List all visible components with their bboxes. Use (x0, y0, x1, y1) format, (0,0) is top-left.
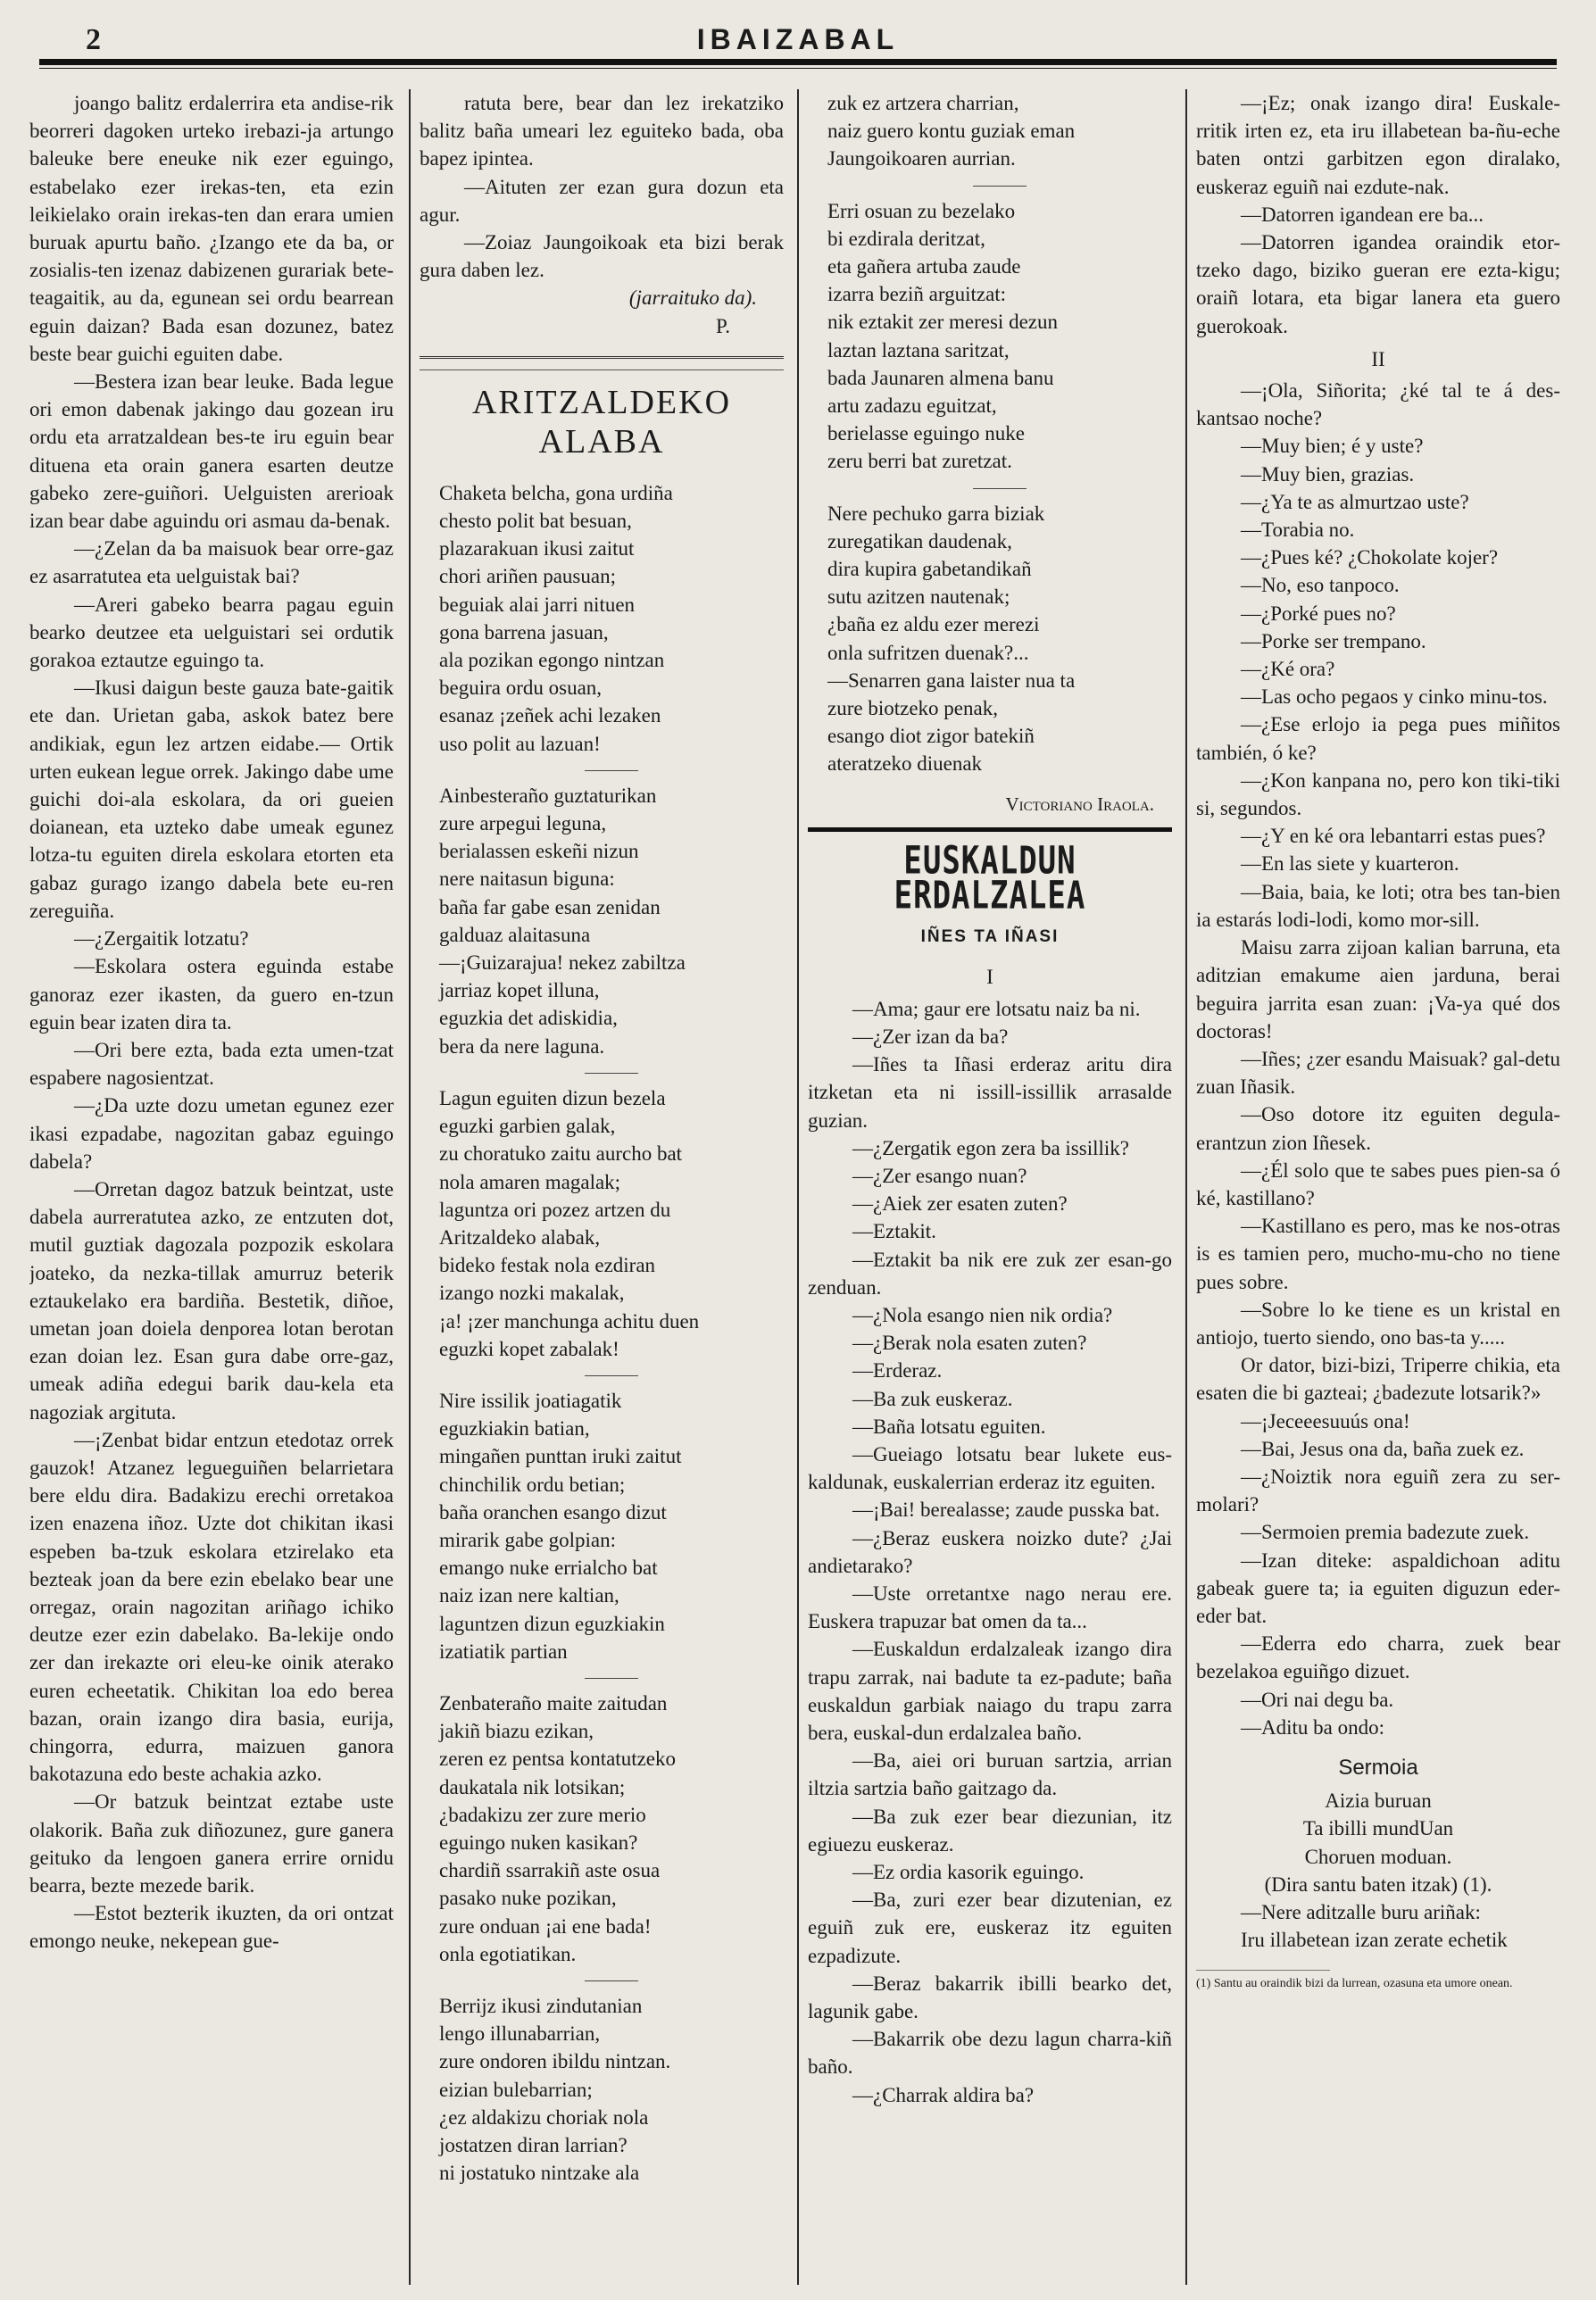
verse-line: Nere pechuko garra biziak (827, 502, 1045, 525)
stanza-separator (973, 488, 1027, 489)
verse-line: mirarik gabe golpian: (439, 1528, 616, 1551)
paragraph: —¿Noiztik nora eguiñ zera zu ser-molari? (1196, 1465, 1560, 1516)
paragraph: —Aituten zer ezan gura dozun eta agur. (420, 175, 784, 226)
verse-line: onla egotiatikan. (439, 1942, 577, 1965)
column-3 (808, 89, 1172, 2285)
paragraph: —Datorren igandean ere ba... (1241, 203, 1484, 226)
paragraph: —Muy bien; é y uste? (1241, 435, 1424, 458)
stanza (439, 1992, 784, 2187)
verse-line: Berrijz ikusi zindutanian (439, 1994, 643, 2017)
paragraph: ratuta bere, bear dan lez irekatziko balitz baña umeari lez eguiteko bada, oba bapez ipintea. (420, 92, 784, 170)
paragraph: —¿Zergaitik lotzatu? (74, 927, 249, 951)
paragraph: —¿Ya te as almurtzao uste? (1241, 490, 1469, 513)
verse-line: beguiak alai jarri nituen (439, 593, 636, 616)
verse-line: daukatala nik lotsikan; (439, 1775, 626, 1798)
paragraph: —Ikusi daigun beste gauza bate-gaitik ete dan. Urietan gaba, askok batez bere andikiak, egun lez artzen eidabe.— Ortik urten eukean legue orrek. Jakingo dabe ume guichi doi-ala eskolara, da ori gueien doianean, eta uzteko dabe umeak egunez lotza-tu eguiten direla eskolara etorten eta gabaz gurago izango dabela bete eu-ren zereguiña. (29, 677, 394, 922)
paragraph: Iru illabetean izan zerate echetik (1241, 1929, 1508, 1952)
verse-line: eta gañera artuba zaude (827, 255, 1021, 278)
verse-line: Nire issilik joatiagatik (439, 1389, 622, 1412)
stanza (439, 1690, 784, 1968)
paragraph: —¿Ké ora? (1241, 658, 1335, 681)
verse-line: emango nuke errialcho bat (439, 1557, 658, 1580)
paragraph: —Ba, aiei ori buruan sartzia, arrian iltzia sartzia baño gaitzago da. (808, 1749, 1172, 1800)
stanza (439, 782, 784, 1060)
paragraph: —Oso dotore itz eguiten degula-erantzun zion Iñesek. (1196, 1103, 1560, 1154)
verse-line: laztan laztana saritzat, (827, 338, 1010, 361)
verse-line: (Dira santu baten itzak) (1). (1264, 1872, 1492, 1896)
verse-line: —Senarren gana laister nua ta (827, 668, 1076, 692)
stanza (439, 1387, 784, 1665)
paragraph: —¿Berak nola esaten zuten? (852, 1332, 1087, 1355)
paragraph: —Bestera izan bear leuke. Bada legue ori emon dabenak jakingo dau gozean iru ordu eta arratzaldean bes-te iru eguin bear dituena eta orain ganera esarten deutze gabeko zere-guiñori. Uelguisten arerioak izan bear dabe aguindu ori asmau da-benak. (29, 370, 394, 533)
verse-line: zeren ez pentsa kontatutzeko (439, 1748, 677, 1771)
paragraph: —¿Zelan da ba maisuok bear orre-gaz ez asarratutea eta uelguistak bai? (29, 537, 394, 588)
continued-prose (420, 89, 784, 284)
verse-line: esango diot zigor batekiñ (827, 725, 1035, 748)
part-number: I (986, 966, 993, 989)
column-divider (1185, 89, 1187, 2285)
paragraph: —Ederra edo charra, zuek bear bezelakoa eguiñgo dizuet. (1196, 1632, 1560, 1683)
paragraph: —Muy bien, grazias. (1241, 462, 1415, 486)
page-number: 2 (86, 23, 101, 56)
verse-line: sutu azitzen nautenak; (827, 585, 1010, 609)
paragraph: —¡Zenbat bidar entzun etedotaz orrek gauzok! Atzanez legueguiñen belarrietara bere eldu dira. Badakizu erechi orretakoa izen enazena iñoz. Uzte dot chikitan ikasi espeben ba-tzuk eskolara etzirelako eta bezteak joan da bere ezin ebelako bear une orregaz, orain nagozitan ariñago ichiko deutze ezer ezin dabelako. Ba-lekije ondo zer dan irekazte ori eleu-ke oinik aterako euren echeetatik. Chikitan loa edo berea bazan, orain izango dira basia, eurija, chingorra, edurra, maizuen ganora bakotazuna edo beste achakia azko. (29, 1428, 394, 1786)
paragraph: —Eztakit. (852, 1220, 936, 1243)
verse-line: plazarakuan ikusi zaitut (439, 537, 635, 560)
verse-line: eguzki garbien galak, (439, 1115, 616, 1138)
poem-title: ARITZALDEKO ALABA (471, 383, 732, 461)
verse-line: uso polit au lazuan! (439, 732, 601, 755)
paragraph: —Nere aditzalle buru ariñak: (1241, 1901, 1481, 1923)
verse-line: naiz izan nere kaltian, (439, 1584, 619, 1607)
paragraph: —¿Beraz euskera noizko dute? ¿Jai andietarako? (808, 1526, 1172, 1577)
verse-line: Zenbateraño maite zaitudan (439, 1691, 668, 1715)
verse-line: bada Jaunaren almena banu (827, 366, 1054, 389)
verse-line: laguntzen dizun eguzkiakin (439, 1612, 665, 1635)
paragraph: —Zoiaz Jaungoikoak eta bizi berak gura daben lez. (420, 231, 784, 282)
paragraph: —Gueiago lotsatu bear lukete eus-kaldunak, euskalerrian erderaz itz eguiten. (808, 1442, 1172, 1494)
paragraph: —¡Jeceeesuuús ona! (1241, 1409, 1410, 1432)
paragraph: —Uste orretantxe nago nerau ere. Euskera trapuzar bat omen da ta... (808, 1582, 1172, 1633)
stanza-separator (585, 1073, 638, 1074)
verse-line: chardiñ ssarrakiñ aste osua (439, 1859, 661, 1882)
paragraph: —Eztakit ba nik ere zuk zer esan-go zenduan. (808, 1248, 1172, 1299)
verse-line: baña far gabe esan zenidan (439, 895, 661, 918)
paragraph: —¡Bai! berealasse; zaude pusska bat. (852, 1499, 1160, 1522)
stanza (439, 479, 784, 758)
part-number: II (1371, 347, 1385, 370)
verse-line: zuk ez artzera charrian, (827, 92, 1019, 114)
poem-body-continued (808, 89, 1172, 778)
column-4 (1196, 89, 1560, 2285)
stanza (827, 89, 1172, 173)
paragraph: —Bai, Jesus ona da, baña zuek ez. (1241, 1437, 1525, 1460)
verse-line: naiz guero kontu guziak eman (827, 120, 1076, 143)
stanza (827, 197, 1172, 476)
paragraph: —¿Charrak aldira ba? (852, 2083, 1035, 2106)
paragraph: —¿Da uzte dozu umetan egunez ezer ikasi ezpadabe, nagozitan gabaz eguingo dabela? (29, 1094, 394, 1173)
verse-line: izarra beziñ arguitzat: (827, 283, 1007, 306)
verse-line: ¿badakizu zer zure merio (439, 1803, 646, 1826)
paragraph: —Eskolara ostera eguinda estabe ganoraz ezer ikasten, da guero en-tzun eguin bear izaten dira ta. (29, 955, 394, 1034)
verse-line: jostatzen diran larrian? (439, 2134, 628, 2156)
paragraph: —Estot bezterik ikuzten, da ori ontzat emongo neuke, nekepean gue- (29, 1902, 394, 1953)
verse-line: zuregatikan daudenak, (827, 529, 1012, 552)
verse-line: Ta ibilli mundUan (1302, 1817, 1454, 1840)
verse-line: Aritzaldeko alabak, (439, 1225, 601, 1249)
paragraph: —¿Ese erlojo ia pega pues miñitos también, ó ke? (1196, 713, 1560, 764)
verse-line: eizian bulebarrian; (439, 2078, 593, 2101)
paragraph: —Ba zuk euskeraz. (852, 1387, 1013, 1410)
verse-line: zu choratuko zaitu aurcho bat (439, 1142, 683, 1166)
verse-line: Aizia buruan (1325, 1789, 1432, 1813)
paragraph: —Ez ordia kasorik eguingo. (852, 1860, 1085, 1883)
verse-line: Jaungoikoaren aurrian. (827, 147, 1016, 170)
paragraph: —Orretan dagoz batzuk beintzat, uste dabela aurreratutea azko, ze entzuten dot, mutil guztiak dagozala pozpozik eskolara joateko, da nezka-tillak amurruz beterik eztaukelako era bardiña. Bestetik, diñoe, umetan joan doiela denporea lotan berotan ezan doian lez. Esan gura dabe orre-gaz, umeak adiña edegui barik dau-kela eta nagoziak argituta. (29, 1177, 394, 1424)
verse-line: eguzkiakin batian, (439, 1417, 590, 1441)
column-1 (29, 89, 394, 2285)
paragraph: —¿Nola esango nien nik ordia? (852, 1303, 1113, 1326)
article-subtitle: IÑES TA IÑASI (920, 927, 1060, 947)
paragraph: —Sobre lo ke tiene es un kristal en antiojo, tuerto siendo, ono bas-ta y..... (1196, 1298, 1560, 1349)
verse-line: berielasse eguingo nuke (827, 422, 1025, 445)
paragraph: —Ba, zuri ezer bear dizutenian, ez eguiñ zuk ere, euskeraz itz eguiten ezpadizute. (808, 1889, 1172, 1967)
verse-line: baña oranchen esango dizut (439, 1500, 667, 1524)
verse-line: ¿ez aldakizu choriak nola (439, 2105, 649, 2129)
paragraph: —Las ocho pegaos y cinko minu-tos. (1241, 685, 1548, 709)
verse-line: —¡Guizarajua! nekez zabiltza (439, 951, 686, 975)
paragraph: —Baña lotsatu eguiten. (852, 1415, 1046, 1438)
paragraph: —Areri gabeko bearra pagau eguin bearko deutzee eta uelguistari sei ordutik gorakoa eztautze eguingo ta. (29, 593, 394, 672)
paragraph: —Euskaldun erdalzaleak izango dira trapu zarrak, nai badute ta ez-padute; baña euskaldun garbiak naiago du trapu zarra bera, euskal-dun erdalzalea baño. (808, 1638, 1172, 1744)
verse-line: Choruen moduan. (1304, 1845, 1452, 1868)
paragraph: —¿Porké pues no? (1241, 602, 1396, 625)
stanza-separator (585, 1980, 638, 1981)
stanza (827, 500, 1172, 778)
paragraph: —Porke ser trempano. (1241, 629, 1426, 652)
verse-line: pasako nuke pozikan, (439, 1887, 617, 1910)
verse-line: Chaketa belcha, gona urdiña (439, 481, 673, 504)
paragraph: —Bakarrik obe dezu lagun charra-kiñ baño. (808, 2028, 1172, 2079)
paragraph: —¿Aiek zer esaten zuten? (852, 1192, 1068, 1216)
dialogue (1196, 377, 1560, 934)
verse-line: gona barrena jasuan, (439, 620, 609, 644)
stanza-separator (585, 1375, 638, 1376)
verse-line: bera da nere laguna. (439, 1034, 605, 1058)
verse-line: zure biotzeko penak, (827, 697, 998, 720)
paragraph: —Or batzuk beintzat eztabe uste olakorik. Baña zuk diñozunez, gure ganera geituko da lengoen ganera errire ornidu bearra, bezte mezede barik. (29, 1790, 394, 1897)
verse-line: dira kupira gabetandikañ (827, 558, 1032, 581)
sermon-title: Sermoia (1338, 1755, 1418, 1780)
sermon-verse (1196, 1787, 1560, 1898)
verse-line: lengo illunabarrian, (439, 2022, 601, 2046)
verse-line: nik eztakit zer meresi dezun (827, 311, 1058, 334)
stanza (439, 1084, 784, 1363)
header-rule (39, 59, 1557, 69)
paragraph: —¿Zer esango nuan? (852, 1164, 1027, 1187)
verse-line: ateratzeko diuenak (827, 752, 983, 776)
verse-line: eguingo nuken kasikan? (439, 1831, 638, 1854)
masthead-title: IBAIZABAL (696, 23, 900, 55)
dialogue (1196, 934, 1560, 1741)
verse-line: onla sufritzen duenak?... (827, 641, 1029, 664)
paragraph: —Ori nai degu ba. (1241, 1688, 1394, 1711)
footnote (1196, 1970, 1513, 1992)
continued-note: (jarraituko da). (628, 286, 757, 310)
dialogue (1196, 89, 1560, 340)
paragraph: —Ama; gaur ere lotsatu naiz ba ni. (852, 997, 1141, 1020)
paragraph: —¿Y en ké ora lebantarri estas pues? (1241, 825, 1546, 848)
verse-line: berialassen eskeñi nizun (439, 840, 639, 863)
article-title: EUSKALDUN ERDALZALEA (894, 838, 1086, 918)
verse-line: izatiatik partian (439, 1640, 568, 1663)
verse-line: laguntza ori pozez artzen du (439, 1198, 671, 1221)
verse-line: ¿baña ez aldu ezer merezi (827, 613, 1040, 636)
paragraph: —En las siete y kuarteron. (1241, 852, 1459, 876)
section-divider (420, 356, 784, 370)
footnote-text: (1) Santu au oraindik bizi da lurrean, ozasuna eta umore onean. (1196, 1977, 1513, 1991)
paragraph: joango balitz erdalerrira eta andise-rik beorreri dagoken urteko irebazi-ja artungo baleuke bere eneuke nik ezer eguingo, estabelako ezer irekas-ten, eta ezin leikielako orain irekas-ten dan erara umien buruak apurtu baño. ¿Izango ete da ba, or zosialis-ten izenaz dabizenen gurariak bete-teagaitik, au da, egunean sei ordu bearrean eguin daizan? Bada esan dozunez, batez beste bear guichi eguiten dabe. (29, 92, 394, 365)
verse-line: bi ezdirala deritzat, (827, 227, 985, 250)
paragraph: —Baia, baia, ke loti; otra bes tan-bien ia estarás lodi-lodi, komo mor-sill. (1196, 880, 1560, 931)
paragraph: —Datorren igandea oraindik etor-tzeko dago, biziko gueran ere ezta-kigu; oraiñ lotara, eta bigar lanera eta guero guerokoak. (1196, 231, 1560, 337)
paragraph: —¿Zergatik egon zera ba issillik? (852, 1136, 1129, 1159)
paragraph: —Ba zuk ezer bear diezunian, itz egiuezu euskeraz. (808, 1805, 1172, 1856)
verse-line: jarriaz kopet illuna, (439, 979, 600, 1002)
verse-line: jakiñ biazu ezikan, (439, 1720, 594, 1743)
stanza-separator (973, 186, 1027, 187)
verse-line: mingañen punttan iruki zaitut (439, 1445, 682, 1468)
column-divider (409, 89, 411, 2285)
verse-line: zeru berri bat zuretzat. (827, 450, 1012, 473)
verse-line: Ainbesteraño guztaturikan (439, 784, 657, 807)
stanza-separator (585, 770, 638, 771)
verse-line: nere naitasun biguna: (439, 868, 615, 891)
verse-line: Lagun eguiten dizun bezela (439, 1086, 666, 1109)
verse-line: esanaz ¡zeñek achi lezaken (439, 704, 661, 727)
verse-line: nola amaren magalak; (439, 1170, 621, 1193)
column-2 (420, 89, 784, 2285)
paragraph: —Beraz bakarrik ibilli bearko det, lagunik gabe. (808, 1972, 1172, 2022)
paragraph: —Erderaz. (852, 1359, 943, 1382)
paragraph: —Iñes ta Iñasi erderaz aritu dira itzketan eta ni issill-issillik arrasalde guzian. (808, 1053, 1172, 1132)
paragraph: —¡Ola, Siñorita; ¿ké tal te á des-kantsao noche? (1196, 379, 1560, 430)
paragraph: —Iñes; ¿zer esandu Maisuak? gal-detu zuan Iñasik. (1196, 1047, 1560, 1099)
verse-line: ¡a! ¡zer manchunga achitu duen (439, 1309, 700, 1333)
dialogue (808, 995, 1172, 2109)
verse-line: izango nozki makalak, (439, 1282, 625, 1305)
paragraph: Or dator, bizi-bizi, Triperre chikia, eta esaten die bi gazteai; ¿badezute lotsarik?» (1196, 1354, 1560, 1405)
paragraph: —¡Ez; onak izango dira! Euskale-rritik irten ez, eta iru illabetean ba-ñu-eche baten ontzi garbitzen egon diralako, euskeraz eguiñ nai ezdute-nak. (1196, 92, 1560, 198)
verse-line: ni jostatuko nintzake ala (439, 2162, 640, 2185)
column-divider (797, 89, 799, 2285)
stanza-separator (585, 1678, 638, 1679)
paragraph: —Aditu ba ondo: (1241, 1715, 1384, 1739)
verse-line: chesto polit bat besuan, (439, 510, 632, 533)
poem-author: Victoriano Iraola. (1005, 793, 1154, 815)
verse-line: eguzkia det adiskidia, (439, 1007, 618, 1030)
verse-line: beguira ordu osuan, (439, 677, 603, 700)
verse-line: zure ondoren ibildu nintzan. (439, 2050, 671, 2073)
paragraph: Maisu zarra zijoan kalian barruna, eta aditzian emakume aien jarduna, berai beguira jarrita esan zuan: ¡Va-ya qué dos doctoras! (1196, 936, 1560, 1042)
verse-line: eguzki kopet zabalak! (439, 1337, 619, 1360)
verse-line: Erri osuan zu bezelako (827, 199, 1016, 222)
paragraph: —¿Él solo que te sabes pues pien-sa ó ké, kastillano? (1196, 1158, 1560, 1209)
paragraph: —Ori bere ezta, bada ezta umen-tzat espabere nagosientzat. (29, 1038, 394, 1090)
poem-body (420, 479, 784, 2188)
paragraph: —¿Pues ké? ¿Chokolate kojer? (1241, 546, 1499, 569)
verse-line: chori ariñen pausuan; (439, 565, 616, 588)
paragraph: —¿Zer izan da ba? (852, 1025, 1009, 1048)
paragraph: —Torabia no. (1241, 519, 1355, 542)
paragraph: —Izan diteke: aspaldichoan aditu gabeak guere ta; ia eguiten diguzun eder-eder bat. (1196, 1549, 1560, 1627)
paragraph: —Kastillano es pero, mas ke nos-otras is es tamien pero, mucho-mu-cho no tiene pues sobre. (1196, 1215, 1560, 1293)
paragraph: —Sermoien premia badezute zuek. (1241, 1521, 1530, 1544)
paragraph: —No, eso tanpoco. (1241, 574, 1400, 597)
verse-line: artu zadazu eguitzat, (827, 394, 997, 418)
verse-line: zure arpegui leguna, (439, 812, 607, 835)
section-divider (808, 827, 1172, 832)
verse-line: bideko festak nola ezdiran (439, 1254, 656, 1277)
dialogue (1196, 1898, 1560, 1954)
signature: P. (716, 314, 730, 337)
verse-line: ala pozikan egongo nintzan (439, 649, 665, 672)
verse-line: chinchilik ordu betian; (439, 1473, 626, 1496)
verse-line: zure onduan ¡ai ene bada! (439, 1914, 652, 1938)
verse-line: galduaz alaitasuna (439, 923, 591, 946)
paragraph: —¿Kon kanpana no, pero kon tiki-tiki si, segundos. (1196, 768, 1560, 820)
